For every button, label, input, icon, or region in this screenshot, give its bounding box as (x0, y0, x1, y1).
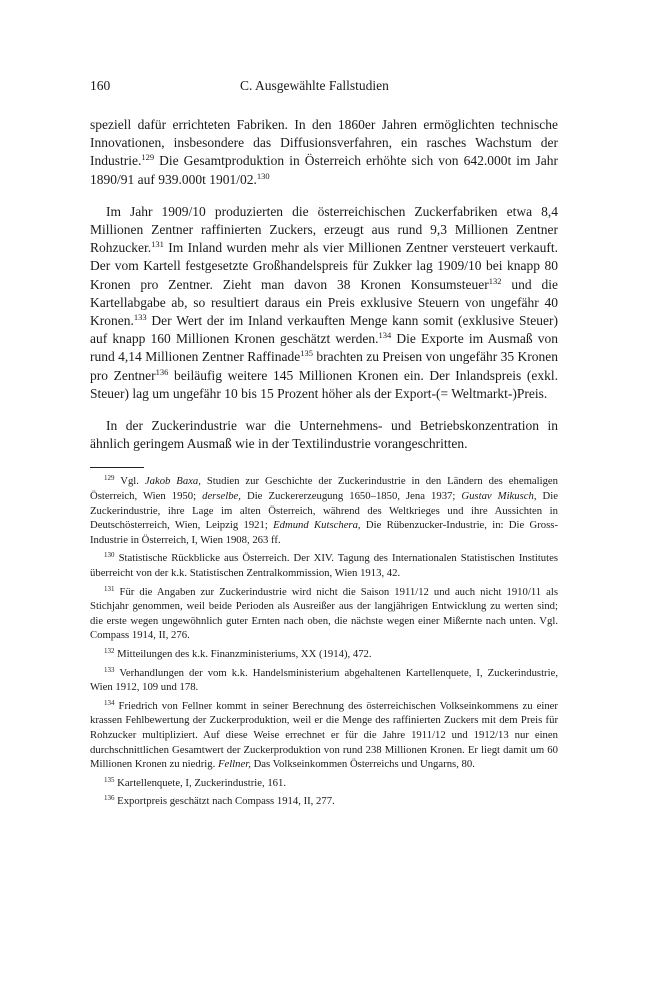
text-run: brachten zu Preisen von ungefähr 35 Kronen pro Zentner (90, 349, 559, 383)
author-name: derselbe, (202, 490, 241, 503)
footnote (90, 776, 558, 791)
text-run: Die Exporte im Ausmaß von rund 4,14 Millionen Zentner Raffinade (90, 331, 558, 365)
footnote (90, 474, 558, 547)
text-run: Die Gesamtproduktion in Österreich erhöhte sich von 642.000t im Jahr 1890/91 auf 939.000t 1901/02. (90, 153, 558, 187)
author-name: Gustav Mikusch, (461, 490, 537, 503)
body-text (90, 116, 558, 453)
footnote-ref: 129 (141, 152, 155, 163)
text-run: Exportpreis geschätzt nach Compass 1914, II, 277. (117, 795, 335, 808)
footnote-ref: 132 (488, 275, 502, 286)
footnote-number: 130 (104, 551, 115, 560)
page (90, 78, 558, 813)
footnote (90, 551, 558, 580)
page-header (90, 78, 558, 98)
footnote-ref: 135 (300, 348, 313, 359)
text-run: Das Volkseinkommen Österreichs und Ungarns, 80. (250, 758, 475, 771)
footnote-ref: 133 (133, 312, 147, 323)
footnote-ref: 134 (378, 330, 392, 341)
author-name: Jakob Baxa, (144, 475, 201, 488)
footnote (90, 647, 558, 662)
text-run: Die Zuckerindustrie, ihre Lage im alten Österreich, während des Weltkrieges und ihre Aussichten in Deutschösterreich, Wien, Leipzig 1921; (90, 490, 558, 532)
footnote-number: 131 (104, 584, 115, 593)
page-number: 160 (90, 78, 111, 93)
footnote-ref: 136 (155, 366, 169, 377)
footnote-number: 134 (104, 698, 115, 707)
body-paragraph (90, 417, 558, 453)
footnote-ref: 130 (256, 170, 270, 181)
text-run: Im Inland wurden mehr als vier Millionen Zentner versteuert verkauft. Der vom Kartell festgesetzte Großhandelspreis für Zukker lag 1909/10 bei knapp 80 Kronen pro Zentner. Zieht man davon 38 Kronen Konsumsteuer (90, 240, 558, 292)
text-run: Verhandlungen der vom k.k. Handelsministerium abgehaltenen Kartellenquete, I, Zuckerindustrie, Wien 1912, 109 und 178. (90, 666, 558, 694)
body-paragraph (90, 203, 558, 403)
text-run: Die Rübenzucker-Industrie, in: Die Gross-Industrie in Österreich, I, Wien 1908, 263 ff. (90, 519, 558, 546)
text-run: Vgl. (120, 475, 145, 488)
text-run: In der Zuckerindustrie war die Unternehmens- und Betriebskonzentration in ähnlich geringem Ausmaß wie in der Textilindustrie vorangeschritten. (90, 418, 558, 452)
text-run: Friedrich von Fellner kommt in seiner Berechnung des österreichischen Volkseinkommens zu einer krassen Fehlbewertung der Zuckerproduktion, weil er die Menge des raffinierten Zuckers mit dem Preis für Rohzucker multipliziert. Auf diese Weise errechnet er für die Jahre 1911/12 und 1912/13 nur einen durchschnittlichen Gesamtwert der Zuckerproduktion von rund 238 Millionen Kronen. Er liegt damit um 60 Millionen Kronen zu niedrig. (90, 699, 558, 771)
text-run: Die Zuckererzeugung 1650–1850, Jena 1937; (240, 490, 462, 503)
footnote-number: 132 (104, 646, 115, 655)
body-paragraph (90, 116, 558, 189)
footnote-number: 133 (104, 665, 115, 674)
text-run: Der Wert der im Inland verkauften Menge kann somit (exklusive Steuer) auf knapp 160 Millionen Kronen geschätzt werden. (90, 313, 558, 347)
footnote (90, 699, 558, 772)
text-run: Im Jahr 1909/10 produzierten die österreichischen Zuckerfabriken etwa 8,4 Millionen Zentner raffinierten Zuckers, erzeugt aus rund 9,3 Millionen Zentner Rohzucker. (90, 203, 558, 256)
author-name: Edmund Kutschera, (273, 519, 361, 532)
footnote (90, 794, 558, 809)
footnote-number: 136 (104, 794, 115, 803)
footnote (90, 666, 558, 695)
footnote-number: 129 (104, 474, 115, 483)
author-name: Fellner, (217, 758, 251, 771)
text-run: Mitteilungen des k.k. Finanzministeriums, XX (1914), 472. (117, 647, 372, 660)
footnote-rule (90, 467, 144, 468)
text-run: Statistische Rückblicke aus Österreich. Der XIV. Tagung des Internationalen Statistischen Institutes überreicht von der k.k. Statistischen Zentralkommission, Wien 1913, 42. (90, 552, 559, 580)
text-run: beiläufig weitere 145 Millionen Kronen ein. Der Inlandspreis (exkl. Steuer) lag um ungefähr 10 bis 15 Prozent höher als der Export-(= Weltmarkt-)Preis. (90, 367, 558, 401)
text-run: Studien zur Geschichte der Zuckerindustrie in den Ländern des ehemaligen Österreich, Wien 1950; (90, 475, 559, 503)
running-head: C. Ausgewählte Fallstudien (240, 78, 389, 93)
footnote-ref: 131 (151, 239, 164, 250)
text-run: und die Kartellabgabe ab, so resultiert daraus ein Preis exklusive Steuern von ungefähr 40 Kronen. (90, 276, 558, 329)
text-run: Für die Angaben zur Zuckerindustrie wird nicht die Saison 1911/12 und auch nicht 1910/11 als Stichjahr genommen, weil beide Perioden als Ausreißer aus der langjährigen Entwicklung zu werten sind; die erste wegen ungewöhnlich guter Ernten nach oben, die nächste wegen einer Mißernte nach unten. Vgl. Compass 1914, II, 276. (90, 585, 558, 642)
text-run: speziell dafür errichteten Fabriken. In den 1860er Jahren ermöglichten technische Innovationen, insbesondere das Diffusionsverfahren, ein rasches Wachstum der Industrie. (90, 117, 558, 169)
text-run: Kartellenquete, I, Zuckerindustrie, 161. (117, 776, 287, 789)
footnotes (90, 474, 558, 808)
footnote-number: 135 (104, 775, 115, 784)
footnote (90, 585, 558, 643)
